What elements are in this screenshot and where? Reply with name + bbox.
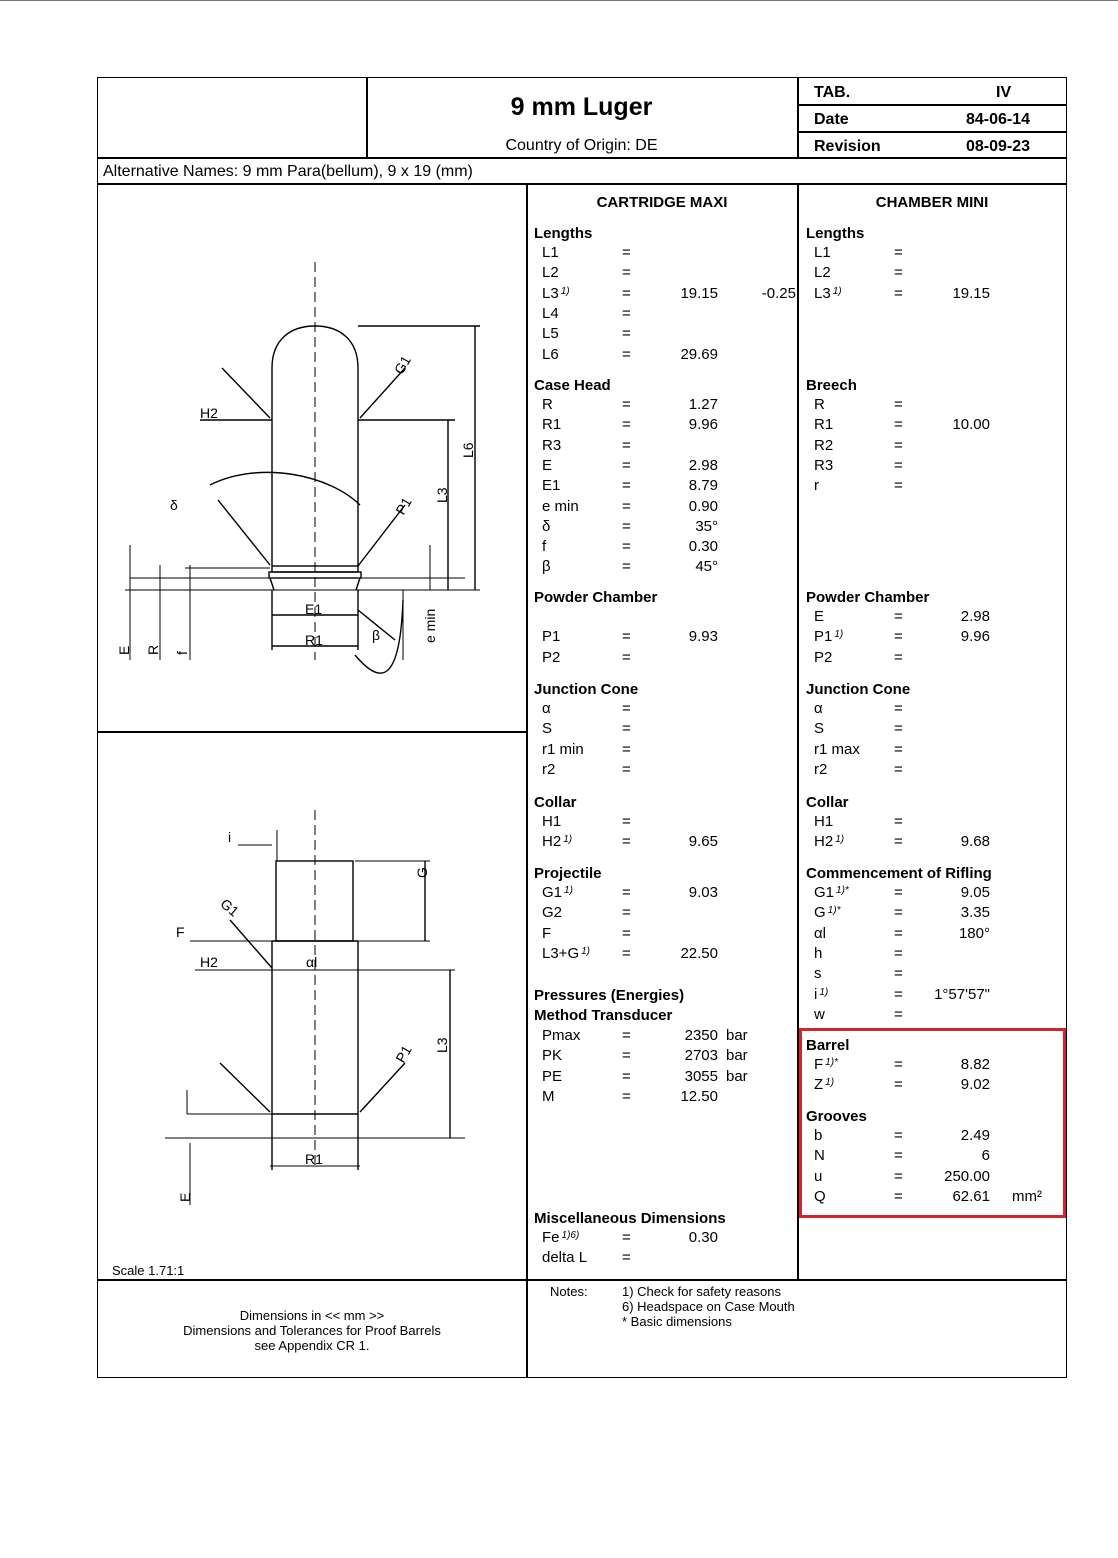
chamber-param-label: R2 xyxy=(814,436,834,454)
cartridge-param-equals: = xyxy=(622,416,631,434)
drawing-label-l3: L3 xyxy=(434,487,450,503)
header-rule-2 xyxy=(797,131,1067,133)
chamber-param-footnote: 1)* xyxy=(825,1057,838,1068)
cartridge-param-value: 1.27 xyxy=(688,396,718,413)
cartridge-param-label: R3 xyxy=(542,436,562,454)
cartridge-param-label: L6 xyxy=(542,345,559,363)
chamber-param-label: u xyxy=(814,1167,823,1185)
chamber-section-title: Junction Cone xyxy=(806,681,911,698)
pressure-equals: = xyxy=(622,1027,631,1044)
chamber-section-title: Breech xyxy=(806,377,857,394)
chamber-param-label xyxy=(814,884,849,901)
chamber-param-equals: = xyxy=(894,477,903,495)
misc-footnote: 1)6) xyxy=(561,1230,580,1241)
note-6: 6) Headspace on Case Mouth xyxy=(622,1299,795,1314)
chamber-param-equals: = xyxy=(894,608,903,625)
revision-label: Revision xyxy=(814,138,881,155)
cartridge-param-label xyxy=(542,285,570,302)
chamber-param-label: N xyxy=(814,1147,825,1165)
drawing-label-e: E xyxy=(116,645,132,655)
cartridge-param-value: 19.15 xyxy=(680,284,718,302)
chamber-param-equals: = xyxy=(894,1056,903,1073)
chamber-param-value: 9.96 xyxy=(960,628,990,646)
chamber-param-label: s xyxy=(814,965,822,983)
chamber-param-equals: = xyxy=(894,648,903,666)
cartridge-param-value: 22.50 xyxy=(680,944,718,962)
chamber-param-footnote: 1) xyxy=(835,834,845,846)
chamber-param-equals: = xyxy=(894,833,903,851)
chamber-param-footnote: 1)* xyxy=(827,905,841,917)
drawing-label-p1-bottom: P1 xyxy=(392,1042,415,1066)
drawing-label-g1-bottom: G1 xyxy=(217,895,243,920)
chamber-param-label: r1 max xyxy=(814,740,860,758)
chamber-param-equals: = xyxy=(894,416,903,434)
cartridge-param-label: e min xyxy=(542,497,579,515)
chamber-param-label xyxy=(814,833,844,850)
chamber-param-equals: = xyxy=(894,1147,903,1165)
cartridge-param-equals: = xyxy=(622,436,631,454)
cartridge-param-equals: = xyxy=(622,700,631,717)
chamber-param-value: 62.61 xyxy=(952,1187,990,1205)
header-bottom-rule xyxy=(97,157,1067,159)
cartridge-param-equals: = xyxy=(622,244,631,261)
chamber-param-equals: = xyxy=(894,720,903,738)
page-top-edge xyxy=(0,0,1118,1)
cartridge-param-label: L1 xyxy=(542,244,559,261)
cartridge-param-label-text: G1 xyxy=(542,884,563,901)
chamber-param-label: E xyxy=(814,608,825,625)
cartridge-param-value: 9.65 xyxy=(688,833,718,851)
chamber-section-title: Collar xyxy=(806,794,849,811)
chamber-param-equals: = xyxy=(894,760,903,778)
chamber-param-footnote: 1) xyxy=(825,1077,835,1089)
page-title: 9 mm Luger xyxy=(510,93,653,121)
cartridge-param-label: α xyxy=(542,700,551,717)
chamber-param-label-text: H2 xyxy=(814,833,834,851)
cartridge-param-equals: = xyxy=(622,944,631,962)
pressure-value: 2350 xyxy=(684,1027,718,1044)
chamber-param-footnote: 1) xyxy=(819,986,829,998)
chamber-param-label xyxy=(814,904,840,921)
cartridge-param-tolerance: -0.25 xyxy=(761,284,796,302)
cartridge-param-value: 35° xyxy=(695,517,718,535)
cartridge-param-label: E1 xyxy=(542,477,561,495)
pressure-value: 3055 xyxy=(684,1067,718,1085)
cartridge-param-label: r1 min xyxy=(542,740,584,758)
cartridge-param-equals: = xyxy=(622,760,631,778)
chamber-param-label: r2 xyxy=(814,760,828,778)
chamber-param-equals: = xyxy=(894,985,903,1003)
cartridge-param-equals: = xyxy=(622,558,631,576)
table-divider-left xyxy=(526,183,528,1378)
cartridge-param-value: 9.03 xyxy=(688,884,718,901)
chamber-param-value: 180° xyxy=(958,924,990,942)
chamber-param-equals: = xyxy=(894,924,903,942)
drawing-label-e1: E1 xyxy=(305,601,323,617)
chamber-param-label xyxy=(814,628,843,645)
cartridge-param-equals: = xyxy=(622,325,631,343)
cartridge-param-equals: = xyxy=(622,456,631,474)
cartridge-param-equals: = xyxy=(622,924,631,942)
drawing-label-r1-bottom: R1 xyxy=(305,1151,323,1167)
chamber-param-equals: = xyxy=(894,1187,903,1205)
pressure-label: PE xyxy=(542,1067,563,1085)
misc-label xyxy=(542,1229,579,1246)
cartridge-param-label: P1 xyxy=(542,628,561,646)
chamber-param-label-text: Z xyxy=(814,1076,824,1094)
chamber-param-equals: = xyxy=(894,944,903,962)
misc-label-text: delta L xyxy=(542,1249,588,1267)
cartridge-param-label: G2 xyxy=(542,904,563,922)
cartridge-section-title: Projectile xyxy=(534,865,602,882)
pressure-unit: bar xyxy=(726,1067,748,1085)
cartridge-param-equals: = xyxy=(622,884,631,901)
chamber-param-equals: = xyxy=(894,628,903,646)
chamber-param-label: L1 xyxy=(814,244,831,261)
cartridge-param-value: 9.96 xyxy=(688,416,718,434)
note-1: 1) Check for safety reasons xyxy=(622,1284,781,1299)
chamber-param-value: 19.15 xyxy=(952,284,990,302)
drawing-label-f-bottom: F xyxy=(176,924,185,940)
drawing-label-g1: G1 xyxy=(390,352,415,377)
cartridge-param-label-text: H2 xyxy=(542,833,562,851)
barrel-grooves-highlight xyxy=(799,1028,1066,1218)
chamber-param-label: Q xyxy=(814,1187,826,1205)
pressure-value: 12.50 xyxy=(680,1087,718,1105)
cartridge-param-footnote: 1) xyxy=(581,945,591,957)
cartridge-param-label-text: L3 xyxy=(542,284,559,302)
cartridge-heading: CARTRIDGE MAXI xyxy=(596,194,728,211)
cartridge-param-label: R1 xyxy=(542,416,562,434)
chamber-param-equals: = xyxy=(894,1127,903,1144)
drawing-label-r1: R1 xyxy=(305,632,323,648)
drawing-label-p1: P1 xyxy=(392,494,415,518)
chamber-param-label-text: i xyxy=(814,985,818,1003)
chamber-param-equals: = xyxy=(894,813,903,830)
date-value: 84-06-14 xyxy=(966,111,1031,128)
cartridge-param-label: r2 xyxy=(542,760,556,778)
chamber-param-equals: = xyxy=(894,965,903,983)
chamber-param-label: α xyxy=(814,700,823,717)
drawing-label-beta: β xyxy=(372,627,381,643)
cartridge-param-label: L4 xyxy=(542,304,559,322)
chamber-section-title: Grooves xyxy=(806,1108,867,1125)
alternative-names: Alternative Names: 9 mm Para(bellum), 9 x 19 (mm) xyxy=(103,163,473,180)
drawing-label-h2-bottom: H2 xyxy=(200,954,218,970)
cartridge-param-label: L5 xyxy=(542,325,559,343)
cartridge-section-title: Case Head xyxy=(534,377,611,394)
chamber-param-label: R1 xyxy=(814,416,834,434)
tab-value: IV xyxy=(996,84,1012,101)
drawing-label-f: f xyxy=(174,651,190,655)
cartridge-param-equals: = xyxy=(622,904,631,922)
chamber-param-equals: = xyxy=(894,884,903,901)
chamber-param-footnote: 1) xyxy=(832,285,842,297)
chamber-param-label: h xyxy=(814,944,823,962)
chamber-param-equals: = xyxy=(894,700,903,717)
cartridge-param-label xyxy=(542,945,590,962)
cartridge-param-label: F xyxy=(542,924,552,942)
chamber-param-value: 10.00 xyxy=(952,416,990,434)
footer-proof-barrels: Dimensions and Tolerances for Proof Barrels xyxy=(183,1323,441,1338)
chamber-param-equals: = xyxy=(894,904,903,922)
chamber-param-label: R3 xyxy=(814,456,834,474)
chamber-section-title: Commencement of Rifling xyxy=(806,865,992,882)
notes-label: Notes: xyxy=(550,1284,588,1299)
chamber-param-label xyxy=(814,986,828,1003)
chamber-param-value: 250.00 xyxy=(944,1167,990,1185)
cartridge-param-equals: = xyxy=(622,628,631,646)
cartridge-param-value: 2.98 xyxy=(688,456,718,474)
cartridge-param-value: 9.93 xyxy=(688,628,718,646)
cartridge-param-equals: = xyxy=(622,497,631,515)
cartridge-param-equals: = xyxy=(622,284,631,302)
pressure-label: Pmax xyxy=(542,1027,581,1044)
cartridge-param-value: 45° xyxy=(695,558,718,576)
header-divider-2 xyxy=(797,77,799,158)
cartridge-param-equals: = xyxy=(622,740,631,758)
chamber-param-label: L2 xyxy=(814,264,831,282)
chamber-param-label: H1 xyxy=(814,813,834,830)
pressure-unit: bar xyxy=(726,1027,748,1044)
revision-value: 08-09-23 xyxy=(966,138,1031,155)
chamber-param-value: 2.98 xyxy=(960,608,990,625)
cartridge-section-title: Powder Chamber xyxy=(534,589,658,606)
pressure-label: M xyxy=(542,1087,555,1105)
misc-label-text: Fe xyxy=(542,1229,560,1246)
cartridge-param-label xyxy=(542,884,573,901)
cartridge-param-label: δ xyxy=(542,517,551,535)
notes-top-rule xyxy=(97,1279,1067,1281)
chamber-param-label: b xyxy=(814,1127,823,1144)
pressure-unit: bar xyxy=(726,1047,748,1065)
pressure-equals: = xyxy=(622,1087,631,1105)
note-basic-dimensions: * Basic dimensions xyxy=(622,1314,732,1329)
chamber-param-value: 9.02 xyxy=(960,1076,990,1094)
pressure-equals: = xyxy=(622,1067,631,1085)
chamber-heading: CHAMBER MINI xyxy=(875,194,989,211)
chamber-param-value: 2.49 xyxy=(960,1127,990,1144)
chamber-param-equals: = xyxy=(894,244,903,261)
cartridge-section-title: Collar xyxy=(534,794,577,811)
drawing-label-delta: δ xyxy=(170,497,178,513)
footer-dimensions-unit: Dimensions in << mm >> xyxy=(239,1308,385,1323)
cartridge-param-label: P2 xyxy=(542,648,561,666)
cartridge-param-footnote: 1) xyxy=(563,834,573,846)
misc-value: 0.30 xyxy=(688,1229,718,1246)
cartridge-section-title: Lengths xyxy=(534,225,593,242)
chamber-param-label xyxy=(814,285,842,302)
drawing-label-l3-bottom: L3 xyxy=(434,1037,450,1053)
cartridge-param-label xyxy=(542,833,572,850)
misc-equals: = xyxy=(622,1249,631,1267)
cartridge-param-equals: = xyxy=(622,345,631,363)
chamber-param-label: αl xyxy=(814,924,827,942)
cartridge-param-label: f xyxy=(542,538,547,556)
header-rule-1 xyxy=(797,104,1067,106)
chamber-section-title: Barrel xyxy=(806,1037,850,1054)
pressure-value: 2703 xyxy=(684,1047,718,1065)
cartridge-param-label: S xyxy=(542,720,553,738)
chamber-param-value: 9.05 xyxy=(960,884,990,901)
cartridge-param-label: R xyxy=(542,396,553,413)
cartridge-param-value: 8.79 xyxy=(688,477,718,495)
drawing-label-emin: e min xyxy=(422,608,438,643)
drawing-label-alpha-l: αl xyxy=(306,954,318,970)
drawing-label-i: i xyxy=(228,829,232,845)
chamber-param-equals: = xyxy=(894,1076,903,1094)
cartridge-param-footnote: 1) xyxy=(564,885,573,896)
cartridge-param-label: β xyxy=(542,558,551,576)
cartridge-param-label: H1 xyxy=(542,813,562,830)
drawing-label-g: G xyxy=(414,867,430,878)
chamber-param-label-text: L3 xyxy=(814,284,831,302)
chamber-param-label: S xyxy=(814,720,825,738)
chamber-param-label: w xyxy=(814,1005,825,1023)
drawing-label-l6: L6 xyxy=(460,442,476,458)
cartridge-param-equals: = xyxy=(622,648,631,666)
cartridge-param-value: 0.30 xyxy=(688,538,718,556)
chamber-param-value: 3.35 xyxy=(960,904,990,922)
chamber-section-title: Powder Chamber xyxy=(806,589,930,606)
pressure-equals: = xyxy=(622,1047,631,1065)
cartridge-param-equals: = xyxy=(622,720,631,738)
chamber-param-label-text: F xyxy=(814,1056,824,1073)
date-label: Date xyxy=(814,111,849,128)
cartridge-section-title: Junction Cone xyxy=(534,681,639,698)
chamber-param-unit: mm² xyxy=(1012,1187,1042,1205)
chamber-param-equals: = xyxy=(894,1167,903,1185)
chamber-param-equals: = xyxy=(894,436,903,454)
chamber-param-label: r xyxy=(814,477,819,495)
pressures-title: Pressures (Energies) xyxy=(534,987,685,1004)
cartridge-param-equals: = xyxy=(622,396,631,413)
chamber-param-value: 1°57'57" xyxy=(934,985,990,1003)
chamber-param-equals: = xyxy=(894,456,903,474)
cartridge-drawing xyxy=(99,185,525,1277)
drawing-scale: Scale 1.71:1 xyxy=(112,1263,185,1278)
cartridge-param-equals: = xyxy=(622,517,631,535)
cartridge-param-equals: = xyxy=(622,813,631,830)
cartridge-param-label: E xyxy=(542,456,553,474)
misc-title: Miscellaneous Dimensions xyxy=(534,1210,726,1227)
method-title: Method Transducer xyxy=(534,1007,673,1024)
chamber-param-value: 9.68 xyxy=(960,833,990,851)
cartridge-param-value: 0.90 xyxy=(688,497,718,515)
chamber-param-equals: = xyxy=(894,396,903,413)
chamber-param-equals: = xyxy=(894,740,903,758)
misc-label xyxy=(542,1249,587,1266)
cartridge-param-footnote: 1) xyxy=(560,285,570,297)
chamber-param-label-text: G xyxy=(814,904,826,922)
cartridge-param-equals: = xyxy=(622,477,631,495)
chamber-param-label: P2 xyxy=(814,648,833,666)
chamber-param-label-text: G1 xyxy=(814,884,835,901)
chamber-param-label: R xyxy=(814,396,825,413)
drawing-label-e-bottom: E xyxy=(177,1192,193,1202)
chamber-param-footnote: 1)* xyxy=(836,885,849,896)
chamber-param-equals: = xyxy=(894,264,903,282)
cartridge-param-equals: = xyxy=(622,304,631,322)
pressure-label: PK xyxy=(542,1047,563,1065)
cartridge-param-equals: = xyxy=(622,538,631,556)
chamber-param-equals: = xyxy=(894,1005,903,1023)
chamber-param-value: 6 xyxy=(981,1147,990,1165)
chamber-param-label-text: P1 xyxy=(814,628,833,646)
chamber-param-equals: = xyxy=(894,284,903,302)
cartridge-param-label: L2 xyxy=(542,264,559,282)
tab-label: TAB. xyxy=(814,84,851,101)
footer-appendix: see Appendix CR 1. xyxy=(254,1338,370,1353)
cartridge-param-value: 29.69 xyxy=(680,345,718,363)
chamber-param-footnote: 1) xyxy=(834,629,844,641)
cartridge-param-equals: = xyxy=(622,264,631,282)
country-of-origin: Country of Origin: DE xyxy=(505,137,658,154)
cartridge-param-label-text: L3+G xyxy=(542,944,580,962)
cartridge-param-equals: = xyxy=(622,833,631,851)
drawing-label-h2: H2 xyxy=(200,405,218,421)
chamber-param-value: 8.82 xyxy=(960,1056,990,1073)
drawing-label-r: R xyxy=(145,644,161,655)
misc-equals: = xyxy=(622,1229,631,1246)
chamber-section-title: Lengths xyxy=(806,225,865,242)
